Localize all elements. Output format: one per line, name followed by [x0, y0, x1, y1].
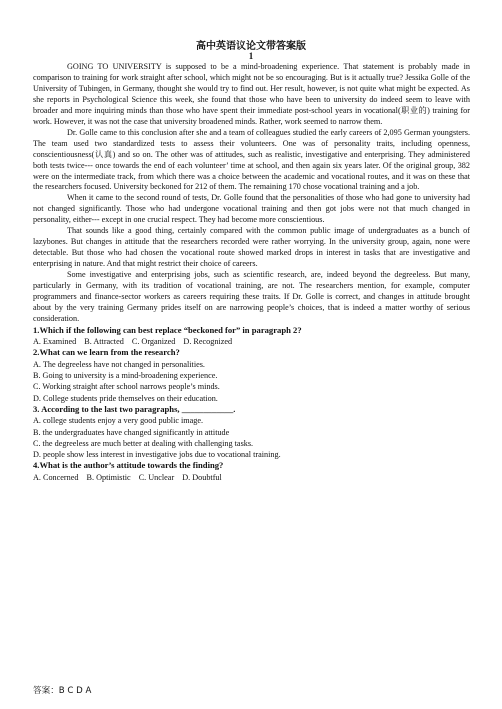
paragraph-2: Dr. Golle came to this conclusion after she and a team of colleagues studied the early careers of 2,095 German youngsters. The team used two standardized tests to assess their volunteers. One was of personality traits, including openness, conscientiousness(认真) and so on. The other was of attitudes, such as realistic, investigative and enterprising. They administered both tests twice--- once towards the end of each volunteer’ time at school, and then again six years later. Of the original group, 382 were on the intermediate track, from which there was a choice between the academic and vocational routes, and it was on these that the researchers focused. University beckoned for 212 of them. The remaining 170 chose vocational training and a job.	[33, 127, 470, 192]
option-d: D. people show less interest in investigative jobs due to vocational training.	[33, 450, 281, 460]
option-b: B. Optimistic	[86, 472, 131, 482]
option-a: A. Examined	[33, 337, 77, 347]
question-3	[33, 404, 470, 460]
option-c: C. Working straight after school narrows people’s minds.	[33, 382, 220, 392]
question-stem: 1.Which if the following can best replace “beckoned for” in paragraph 2?	[33, 324, 302, 335]
document-body	[33, 62, 470, 483]
document-title: 高中英语议论文带答案版	[196, 41, 306, 52]
passage-number: 1	[248, 51, 254, 61]
question-1	[33, 325, 470, 348]
option-row	[33, 472, 470, 483]
question-stem: 4.What is the author’s attitude towards the finding?	[33, 460, 224, 471]
option-c: C. the degreeless are much better at dealing with challenging tasks.	[33, 438, 254, 448]
option-b: B. Attracted	[84, 337, 124, 347]
answer-key: 答案：B C D A	[33, 686, 92, 696]
paragraph-3: When it came to the second round of tests, Dr. Golle found that the personalities of those who had gone to university had not changed significantly. Those who had undergone vocational training and then got jobs were not that much changed in personality, either--- except in one crucial respect. They had become more conscientious.	[33, 193, 470, 225]
paragraph-4: That sounds like a good thing, certainly compared with the common public image of undergraduates as a bunch of lazybones. But changes in attitude that the researchers recorded were rather worrying. In the university group, again, none were detectable. But those who had chosen the vocational route showed marked drops in interest in tasks that are investigative and enterprising in nature. And that might restrict their choice of careers.	[33, 226, 470, 269]
option-b: B. the undergraduates have changed significantly in attitude	[33, 427, 230, 437]
option-d: D. Doubtful	[182, 472, 222, 482]
question-stem: 3. According to the last two paragraphs, ____________.	[33, 403, 236, 414]
option-c: C. Unclear	[138, 472, 175, 482]
option-b: B. Going to university is a mind-broadening experience.	[33, 371, 218, 381]
paragraph-5: Some investigative and enterprising jobs, such as scientific research, are, indeed beyond the degreeless. But many, particularly in Germany, with its tradition of vocational training, are not. The researchers mention, for example, computer programmers and finance-sector workers as careers requiring these traits. If Dr. Golle is correct, and changes in attitude brought about by the very training Germany prides itself on are narrowing people’s choices, that is indeed a matter worthy of serious consideration.	[33, 270, 470, 323]
question-stem: 2.What can we learn from the research?	[33, 347, 180, 358]
option-a: A. Concerned	[33, 472, 79, 482]
option-c: C. Organized	[131, 337, 176, 347]
option-row	[33, 336, 470, 347]
option-a: A. The degreeless have not changed in personalities.	[33, 359, 205, 369]
question-4	[33, 460, 470, 483]
option-a: A. college students enjoy a very good public image.	[33, 416, 204, 426]
question-2	[33, 347, 470, 403]
option-d: D. College students pride themselves on their education.	[33, 393, 218, 403]
option-d: D. Recognized	[183, 337, 233, 347]
paragraph-1: GOING TO UNIVERSITY is supposed to be a mind-broadening experience. That statement is probably made in comparison to training for work straight after school, which might not be so encouraging. But is it actually true? Jessika Golle of the University of Tubingen, in Germany, thought she would try to find out. Her result, however, is not quite what might be expected. As she reports in Psychological Science this week, she found that those who have been to university do indeed seem to leave with broader and more inquiring minds than those who have spent their immediate post-school years in vocational(职业的) training for work. However, it was not the case that university broadened minds. Rather, work seemed to narrow them.	[33, 62, 470, 126]
